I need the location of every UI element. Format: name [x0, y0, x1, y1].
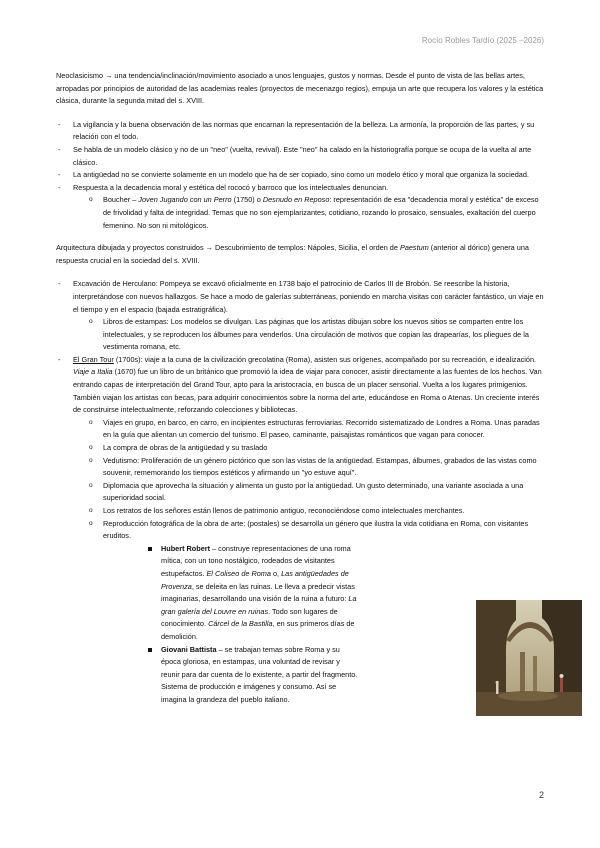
text-span: – se trabajan temas sobre Roma y su época gloriosa, en estampas, una voluntad de revisar y reunir para dar cuenta de lo existente, a partir del fragmento. Sistema de producción e imágenes y consumo. Así se imagina la grandeza del pueblo italiano. [161, 644, 358, 704]
text-span: : representación de esa "decadencia moral y estética" de exceso de frivolidad y falta de integridad. Temas que no son ejemplarizantes, cotidiano, rozando lo prosaico, sensuales, exaltación del cuerpo femenino. No son ni mitológicos. [103, 195, 539, 230]
artwork-title: Cárcel de la Bastilla [208, 619, 273, 629]
artwork-title: La gran galería del Louvre en ruinas [161, 594, 357, 616]
sublist [73, 194, 546, 232]
text-span: (1670) fue un libro de un británico que promovió la idea de viajar para conocer, asistir directamente a las fuentes de los hechos. Van entrando capas de interpretación del Grand Tour, apto para la aristocracia, en busca de un placer sensorial. Vuelta a los lugares primigenios. También viajan los artistas con becas, para adquirir conocimientos sobre la norma del arte, educándose en Roma o Atenas. Un creciente interés de construirse intelectualmente, reforzando colecciones y bibliotecas. [73, 367, 542, 415]
text-span: o, [270, 568, 282, 578]
list-item: - La vigilancia y la buena observación de las normas que encarnan la representación de la belleza. La armonía, la proporción de las partes, y su relación con el todo. [56, 119, 546, 144]
artwork-title: El Coliseo de Roma [206, 568, 271, 578]
intro-paragraph: Neoclasicismo → una tendencia/inclinación/movimiento asociado a unos lenguajes, gustos y normas. Desde el punto de vista de las bellas artes, arropadas por principios de autoridad de las academias reales (proyectos de mecenazgo regios), empuja un arte que recupera los valores y la estética clásica, durante la segunda mitad del s. XVIII. [56, 71, 544, 106]
artist-name: Hubert Robert [161, 543, 211, 553]
list-item: o Libros de estampas: Los modelos se divulgan. Las páginas que los artistas dibujan sobre los nuevos sitios se comparten entre los intelectuales, y se reproducen los álbumes para venderlos. Una circulación de motivos que copian las drapearías, los pliegues de la vestimenta romana, etc. [73, 316, 546, 354]
artwork-title: Desnudo en Reposo [262, 195, 330, 205]
place-name: Paestum [399, 243, 429, 253]
topics-list [56, 278, 546, 706]
text-span: – construye representaciones de una roma mítica, con un tono nostálgico, rodeados de visitantes estupefactos. [161, 543, 351, 578]
boucher-item [73, 194, 546, 232]
text-span: . Todo son lugares de conocimiento. [161, 606, 338, 629]
artists-list [103, 543, 358, 707]
text-span: Arquitectura dibujada y proyectos construidos → Descubrimiento de templos: Nápoles, Sicilia, el orden de [56, 243, 400, 253]
list-item: o Viajes en grupo, en barco, en carro, en incipientes estructuras ferroviarias. Recorrido sistematizado de Londres a Roma. Unas paradas en la guía que alientan un comercio del turismo. El paseo, caminante, paisajistas románticos que vagan para conocer. [73, 417, 546, 442]
architecture-paragraph [56, 242, 546, 267]
sublist [73, 316, 546, 354]
ruins-painting-image [476, 600, 582, 716]
list-item: - La antigüedad no se convierte solamente en un modelo que ha de ser copiado, sino como un modelo ético y moral que organiza la sociedad. [56, 169, 546, 182]
text-span: (1750) o [231, 195, 263, 205]
text-span: (1700s): viaje a la cuna de la civilización grecolatina (Roma), asisten sus orígenes, acompañado por su recreación, e idealización. [113, 354, 537, 364]
list-item: o Diplomacia que aprovecha la situación y alimenta un gusto por la antigüedad. Un gusto determinado, una variante asociada a una superioridad social. [73, 480, 546, 505]
list-item [56, 182, 546, 232]
herculano-text: Excavación de Herculano: Pompeya se excavó oficialmente en 1738 bajo el patrocinio de Carlos III de Brobón. Se reescribe la historia, interpretándose con nuevos hallazgos. Se hace a modo de galerías subterráneas, poniendo en marcha visitas con carácter fantástico, un viaje en el tiempo y en el espacio (bajada estratigráfica). [73, 279, 544, 314]
piranesi-item [103, 644, 358, 707]
list-item-text: Reproducción fotográfica de la obra de arte: (postales) se desarrolla un género que ilustra la vida cotidiana en Roma, con visitantes eruditos. [103, 518, 529, 541]
list-item: o La compra de obras de la antigüedad y su traslado [73, 442, 546, 455]
artwork-title: Las antigüedades de Provenza [161, 568, 349, 591]
list-item-text: Respuesta a la decadencia moral y estética del rococó y barroco que los intelectuales denuncian. [73, 182, 389, 192]
characteristics-list [56, 119, 546, 232]
boucher-lead: Boucher – [103, 195, 139, 205]
document-body [56, 70, 546, 717]
book-title: Viaje a Italia [73, 367, 113, 377]
herculano-item [56, 278, 546, 354]
text-span: , se deleita en las ruinas. Le lleva a predecir vistas imaginarias, desarrollando una visión de la ruina a futuro: [161, 581, 355, 604]
page-header-author: Rocío Robles Tardío (2025 –2026) [421, 36, 544, 45]
text-span: (anterior al dórico) genera una respuesta crucial en la sociedad del s. XVIII. [56, 243, 529, 265]
grand-tour-title: El Gran Tour [73, 354, 114, 364]
list-item: - Se habla de un modelo clásico y no de un "neo" (vuelta, revival). Este "neo" ha calado en la historiografía porque se ocupa de la vuelta al arte clásico. [56, 144, 546, 169]
list-item: o Vedutismo: Proliferación de un género pictórico que son las vistas de la antigüedad. Estampas, álbumes, grabados de las vistas como souvenir, rememorando los tiempos estéticos y afirmando un "yo estuve aquí". [73, 455, 546, 480]
artwork-title: Joven Jugando con un Perro [138, 195, 232, 205]
grand-tour-item [56, 354, 546, 707]
text-span: , en sus primeros días de demolición. [161, 619, 355, 641]
page-number: 2 [538, 790, 544, 800]
artist-name: Giovani Battista [161, 644, 217, 654]
list-item: o Los retratos de los señores están llenos de patrimonio antiguo, reconociéndose como intelectuales merchantes. [73, 505, 546, 518]
hubert-robert-item [103, 543, 358, 644]
